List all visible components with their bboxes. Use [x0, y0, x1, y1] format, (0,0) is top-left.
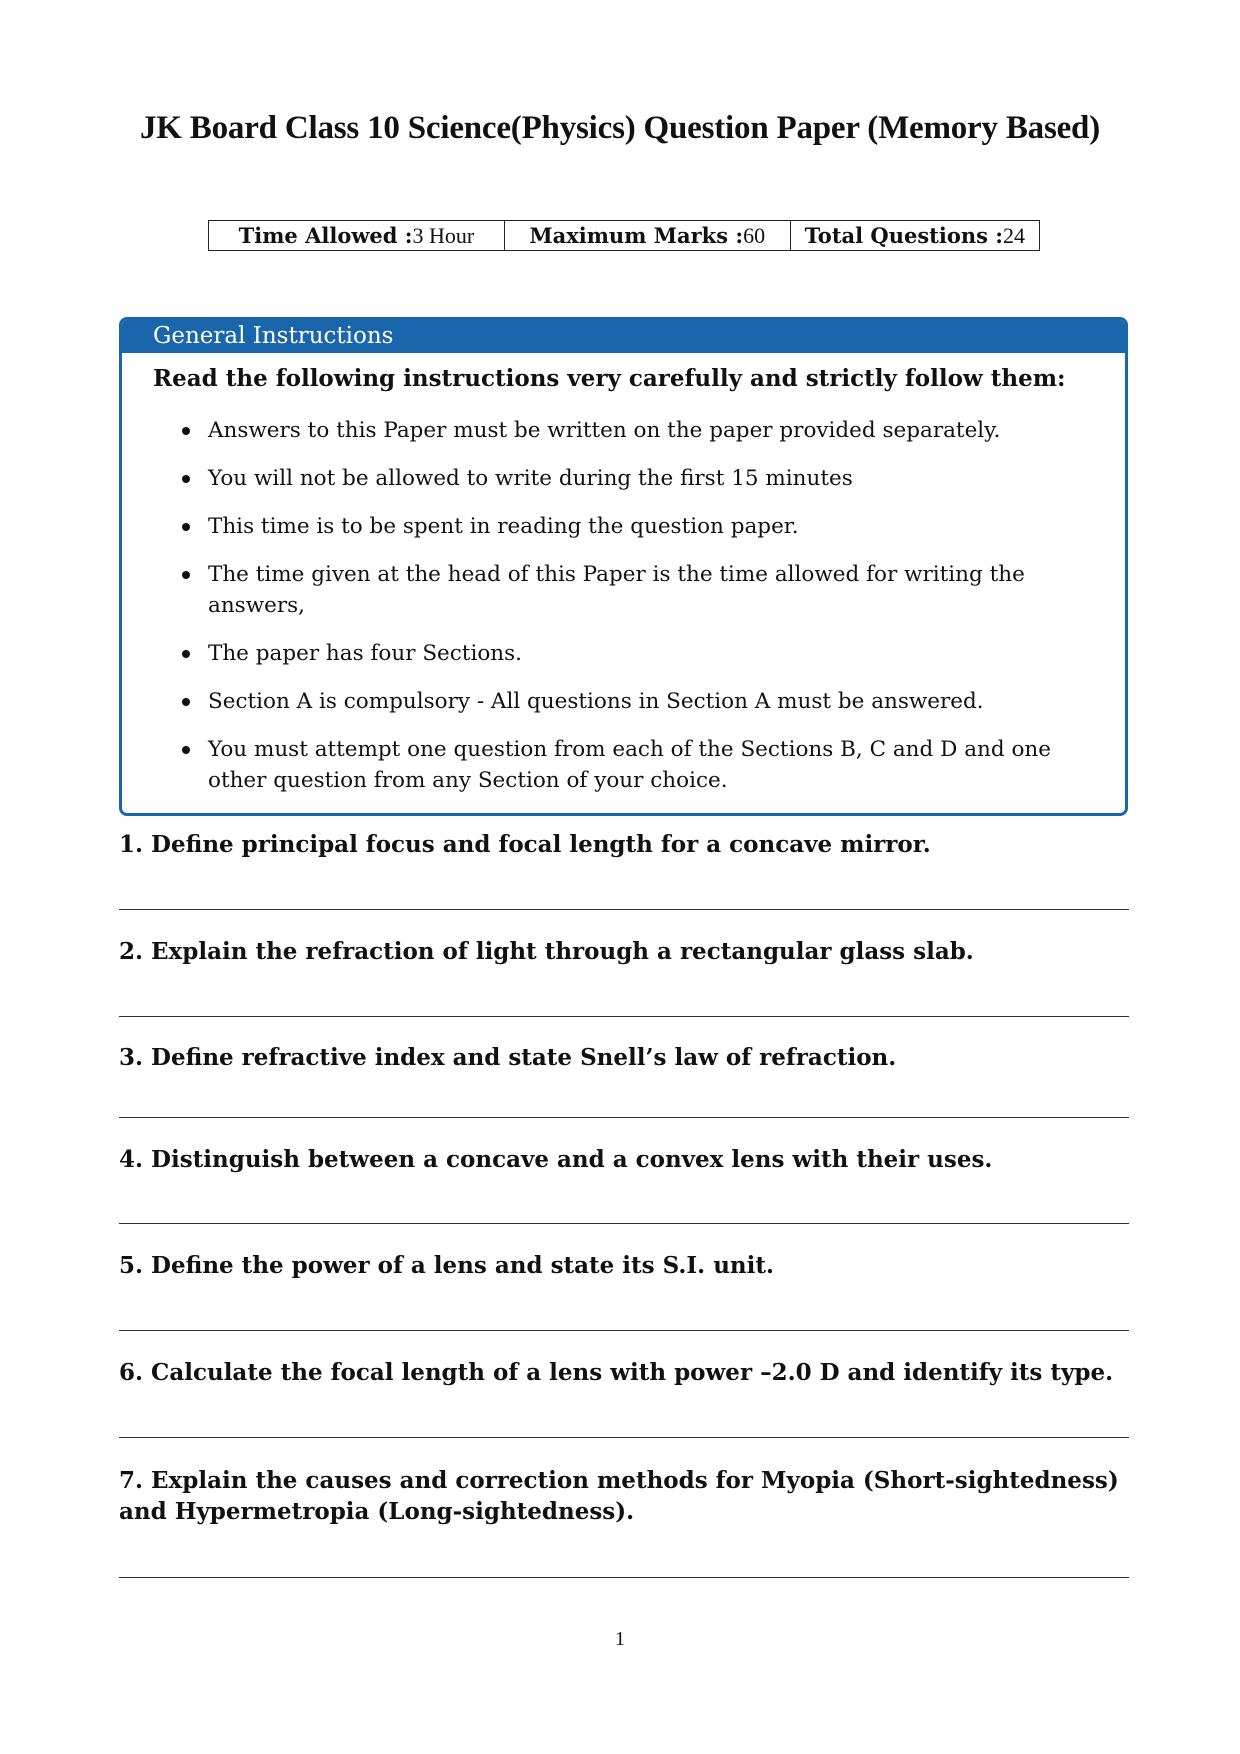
instruction-item [185, 559, 1085, 621]
page-number: 1 [615, 1628, 625, 1650]
instructions-lead: Read the following instructions very carefully and strictly follow them: [153, 365, 1066, 392]
bullet-icon [182, 475, 190, 483]
instruction-item [185, 415, 1085, 446]
question-5: 5. Define the power of a lens and state its S.I. unit. [119, 1252, 775, 1279]
exam-info-table [208, 220, 1040, 251]
question-7: 7. Explain the causes and correction methods for Myopia (Short-sightedness) and Hypermetropia (Long-sightedness). [119, 1467, 1119, 1525]
instructions-list [185, 415, 1085, 813]
question-4: 4. Distinguish between a concave and a convex lens with their uses. [119, 1146, 993, 1173]
time-allowed-value: 3 Hour [412, 222, 475, 248]
instruction-item [185, 511, 1085, 542]
time-allowed-cell [209, 221, 505, 250]
question-3: 3. Define refractive index and state Snell’s law of refraction. [119, 1044, 897, 1071]
bullet-icon [182, 427, 190, 435]
answer-line [119, 1330, 1129, 1331]
instruction-item [185, 463, 1085, 494]
bullet-icon [182, 698, 190, 706]
instruction-item [185, 638, 1085, 669]
question-6: 6. Calculate the focal length of a lens with power –2.0 D and identify its type. [119, 1359, 1114, 1386]
bullet-icon [182, 650, 190, 658]
total-questions-cell [791, 221, 1039, 250]
answer-line [119, 1117, 1129, 1118]
instruction-text: The paper has four Sections. [208, 641, 522, 666]
maximum-marks-cell [505, 221, 791, 250]
instructions-header: General Instructions [122, 320, 1125, 353]
answer-line [119, 909, 1129, 910]
maximum-marks-label: Maximum Marks : [529, 223, 744, 248]
answer-line [119, 1016, 1129, 1017]
total-questions-label: Total Questions : [804, 223, 1003, 248]
total-questions-value: 24 [1003, 222, 1025, 248]
instruction-text: Answers to this Paper must be written on the paper provided separately. [208, 418, 1001, 443]
question-2: 2. Explain the refraction of light through a rectangular glass slab. [119, 938, 974, 965]
bullet-icon [182, 523, 190, 531]
bullet-icon [182, 571, 190, 579]
answer-line [119, 1437, 1129, 1438]
instruction-item [185, 734, 1085, 796]
page-title: JK Board Class 10 Science(Physics) Question Paper (Memory Based) [139, 110, 1100, 146]
instruction-text: You must attempt one question from each of the Sections B, C and D and one other question from any Section of your choice. [208, 737, 1051, 793]
instruction-text: You will not be allowed to write during the first 15 minutes [208, 466, 853, 491]
maximum-marks-value: 60 [743, 222, 766, 248]
bullet-icon [182, 746, 190, 754]
general-instructions-box [119, 317, 1128, 816]
answer-line [119, 1223, 1129, 1224]
question-1: 1. Define principal focus and focal length for a concave mirror. [119, 831, 931, 858]
answer-line [119, 1577, 1129, 1578]
instruction-text: Section A is compulsory - All questions in Section A must be answered. [208, 689, 984, 714]
instruction-item [185, 686, 1085, 717]
instruction-text: The time given at the head of this Paper is the time allowed for writing the answers, [208, 562, 1025, 618]
time-allowed-label: Time Allowed : [238, 223, 413, 248]
instruction-text: This time is to be spent in reading the question paper. [208, 514, 799, 539]
